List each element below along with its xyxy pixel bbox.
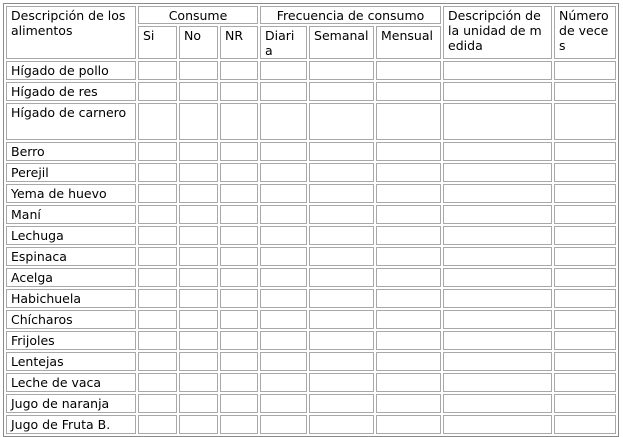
freq-weekly-cell[interactable] — [309, 61, 374, 80]
freq-monthly-cell[interactable] — [376, 205, 441, 224]
table-row — [6, 352, 616, 371]
food-frequency-table-container — [3, 3, 619, 437]
freq-monthly-cell[interactable] — [376, 268, 441, 287]
freq-weekly-cell[interactable] — [309, 247, 374, 266]
food-name-cell: Maní — [6, 205, 136, 224]
food-name-cell: Chícharos — [6, 310, 136, 329]
consume-nr-cell[interactable] — [220, 247, 258, 266]
times-cell[interactable] — [554, 163, 616, 182]
unit-cell[interactable] — [443, 226, 552, 245]
unit-cell[interactable] — [443, 247, 552, 266]
freq-monthly-cell[interactable] — [376, 352, 441, 371]
freq-monthly-cell[interactable] — [376, 394, 441, 413]
times-cell[interactable] — [554, 373, 616, 392]
consume-si-cell[interactable] — [138, 205, 177, 224]
table-row — [6, 205, 616, 224]
unit-cell[interactable] — [443, 163, 552, 182]
consume-no-cell[interactable] — [179, 61, 218, 80]
consume-nr-cell[interactable] — [220, 184, 258, 203]
freq-monthly-cell[interactable] — [376, 82, 441, 101]
freq-daily-cell[interactable] — [260, 415, 307, 434]
freq-monthly-cell[interactable] — [376, 184, 441, 203]
times-cell[interactable] — [554, 331, 616, 350]
freq-daily-cell[interactable] — [260, 205, 307, 224]
table-row — [6, 142, 616, 161]
freq-weekly-cell[interactable] — [309, 415, 374, 434]
food-name-cell: Hígado de carnero — [6, 103, 136, 140]
freq-monthly-cell[interactable] — [376, 163, 441, 182]
consume-no-cell[interactable] — [179, 352, 218, 371]
freq-daily-cell[interactable] — [260, 310, 307, 329]
freq-weekly-cell[interactable] — [309, 163, 374, 182]
freq-weekly-cell[interactable] — [309, 142, 374, 161]
times-cell[interactable] — [554, 415, 616, 434]
food-name-cell: Lentejas — [6, 352, 136, 371]
consume-si-cell[interactable] — [138, 394, 177, 413]
times-cell[interactable] — [554, 394, 616, 413]
unit-cell[interactable] — [443, 394, 552, 413]
consume-nr-cell[interactable] — [220, 373, 258, 392]
table-row — [6, 373, 616, 392]
food-name-cell: Berro — [6, 142, 136, 161]
times-cell[interactable] — [554, 289, 616, 308]
freq-weekly-cell[interactable] — [309, 103, 374, 140]
header-freq-daily: Diaria — [260, 26, 307, 59]
food-name-cell: Perejil — [6, 163, 136, 182]
table-row — [6, 103, 616, 140]
table-row — [6, 331, 616, 350]
consume-nr-cell[interactable] — [220, 268, 258, 287]
consume-nr-cell[interactable] — [220, 226, 258, 245]
food-name-cell: Hígado de pollo — [6, 61, 136, 80]
unit-cell[interactable] — [443, 205, 552, 224]
times-cell[interactable] — [554, 310, 616, 329]
header-consume-no: No — [179, 26, 218, 59]
freq-monthly-cell[interactable] — [376, 415, 441, 434]
consume-no-cell[interactable] — [179, 184, 218, 203]
consume-si-cell[interactable] — [138, 373, 177, 392]
consume-si-cell[interactable] — [138, 289, 177, 308]
unit-cell[interactable] — [443, 61, 552, 80]
consume-si-cell[interactable] — [138, 103, 177, 140]
consume-no-cell[interactable] — [179, 205, 218, 224]
table-row — [6, 268, 616, 287]
times-cell[interactable] — [554, 268, 616, 287]
consume-no-cell[interactable] — [179, 142, 218, 161]
consume-nr-cell[interactable] — [220, 331, 258, 350]
food-name-cell: Leche de vaca — [6, 373, 136, 392]
freq-weekly-cell[interactable] — [309, 205, 374, 224]
unit-cell[interactable] — [443, 331, 552, 350]
times-cell[interactable] — [554, 352, 616, 371]
freq-weekly-cell[interactable] — [309, 331, 374, 350]
consume-si-cell[interactable] — [138, 82, 177, 101]
unit-cell[interactable] — [443, 373, 552, 392]
times-cell[interactable] — [554, 142, 616, 161]
freq-daily-cell[interactable] — [260, 373, 307, 392]
times-cell[interactable] — [554, 61, 616, 80]
consume-no-cell[interactable] — [179, 394, 218, 413]
freq-daily-cell[interactable] — [260, 289, 307, 308]
freq-monthly-cell[interactable] — [376, 103, 441, 140]
consume-no-cell[interactable] — [179, 373, 218, 392]
consume-no-cell[interactable] — [179, 247, 218, 266]
freq-daily-cell[interactable] — [260, 394, 307, 413]
times-cell[interactable] — [554, 205, 616, 224]
freq-weekly-cell[interactable] — [309, 394, 374, 413]
consume-si-cell[interactable] — [138, 310, 177, 329]
freq-daily-cell[interactable] — [260, 226, 307, 245]
freq-daily-cell[interactable] — [260, 142, 307, 161]
food-name-cell: Jugo de naranja — [6, 394, 136, 413]
table-row — [6, 184, 616, 203]
unit-cell[interactable] — [443, 268, 552, 287]
unit-cell[interactable] — [443, 82, 552, 101]
freq-monthly-cell[interactable] — [376, 247, 441, 266]
times-cell[interactable] — [554, 226, 616, 245]
consume-nr-cell[interactable] — [220, 205, 258, 224]
consume-no-cell[interactable] — [179, 331, 218, 350]
consume-nr-cell[interactable] — [220, 142, 258, 161]
consume-si-cell[interactable] — [138, 142, 177, 161]
header-consume: Consume — [138, 6, 258, 24]
freq-monthly-cell[interactable] — [376, 310, 441, 329]
consume-si-cell[interactable] — [138, 226, 177, 245]
food-name-cell: Jugo de Fruta B. — [6, 415, 136, 434]
consume-nr-cell[interactable] — [220, 82, 258, 101]
freq-daily-cell[interactable] — [260, 163, 307, 182]
times-cell[interactable] — [554, 82, 616, 101]
header-unit: Descripción de la unidad de medida — [443, 6, 552, 59]
table-row — [6, 415, 616, 434]
freq-weekly-cell[interactable] — [309, 289, 374, 308]
consume-nr-cell[interactable] — [220, 415, 258, 434]
consume-si-cell[interactable] — [138, 163, 177, 182]
freq-weekly-cell[interactable] — [309, 352, 374, 371]
header-freq-weekly: Semanal — [309, 26, 374, 59]
header-consume-si: Si — [138, 26, 177, 59]
table-row — [6, 226, 616, 245]
consume-nr-cell[interactable] — [220, 310, 258, 329]
consume-si-cell[interactable] — [138, 268, 177, 287]
consume-no-cell[interactable] — [179, 163, 218, 182]
table-body — [6, 61, 616, 434]
consume-no-cell[interactable] — [179, 268, 218, 287]
table-row — [6, 247, 616, 266]
freq-weekly-cell[interactable] — [309, 268, 374, 287]
food-name-cell: Yema de huevo — [6, 184, 136, 203]
consume-no-cell[interactable] — [179, 82, 218, 101]
freq-weekly-cell[interactable] — [309, 184, 374, 203]
consume-nr-cell[interactable] — [220, 289, 258, 308]
consume-nr-cell[interactable] — [220, 394, 258, 413]
times-cell[interactable] — [554, 103, 616, 140]
unit-cell[interactable] — [443, 415, 552, 434]
consume-no-cell[interactable] — [179, 103, 218, 140]
freq-daily-cell[interactable] — [260, 61, 307, 80]
header-times: Número de veces — [554, 6, 616, 59]
freq-weekly-cell[interactable] — [309, 226, 374, 245]
table-row — [6, 289, 616, 308]
consume-nr-cell[interactable] — [220, 61, 258, 80]
freq-weekly-cell[interactable] — [309, 82, 374, 101]
consume-no-cell[interactable] — [179, 289, 218, 308]
consume-nr-cell[interactable] — [220, 103, 258, 140]
consume-nr-cell[interactable] — [220, 163, 258, 182]
unit-cell[interactable] — [443, 310, 552, 329]
table-row — [6, 61, 616, 80]
consume-si-cell[interactable] — [138, 61, 177, 80]
header-foods: Descripción de los alimentos — [6, 6, 136, 59]
food-name-cell: Lechuga — [6, 226, 136, 245]
freq-daily-cell[interactable] — [260, 268, 307, 287]
freq-daily-cell[interactable] — [260, 82, 307, 101]
freq-monthly-cell[interactable] — [376, 61, 441, 80]
header-consume-nr: NR — [220, 26, 258, 59]
table-row — [6, 310, 616, 329]
table-row — [6, 82, 616, 101]
consume-si-cell[interactable] — [138, 352, 177, 371]
table-row — [6, 394, 616, 413]
freq-monthly-cell[interactable] — [376, 331, 441, 350]
unit-cell[interactable] — [443, 142, 552, 161]
freq-monthly-cell[interactable] — [376, 289, 441, 308]
header-row-top — [6, 6, 616, 24]
unit-cell[interactable] — [443, 352, 552, 371]
times-cell[interactable] — [554, 184, 616, 203]
freq-weekly-cell[interactable] — [309, 310, 374, 329]
food-name-cell: Espinaca — [6, 247, 136, 266]
header-frequency: Frecuencia de consumo — [260, 6, 441, 24]
consume-no-cell[interactable] — [179, 415, 218, 434]
freq-daily-cell[interactable] — [260, 184, 307, 203]
unit-cell[interactable] — [443, 103, 552, 140]
table-row — [6, 163, 616, 182]
food-name-cell: Frijoles — [6, 331, 136, 350]
consume-si-cell[interactable] — [138, 331, 177, 350]
freq-daily-cell[interactable] — [260, 331, 307, 350]
freq-daily-cell[interactable] — [260, 247, 307, 266]
consume-si-cell[interactable] — [138, 247, 177, 266]
food-name-cell: Habichuela — [6, 289, 136, 308]
food-frequency-table — [3, 3, 619, 437]
food-name-cell: Hígado de res — [6, 82, 136, 101]
consume-si-cell[interactable] — [138, 415, 177, 434]
food-name-cell: Acelga — [6, 268, 136, 287]
freq-daily-cell[interactable] — [260, 103, 307, 140]
times-cell[interactable] — [554, 247, 616, 266]
freq-monthly-cell[interactable] — [376, 142, 441, 161]
consume-si-cell[interactable] — [138, 184, 177, 203]
consume-nr-cell[interactable] — [220, 352, 258, 371]
consume-no-cell[interactable] — [179, 310, 218, 329]
header-freq-monthly: Mensual — [376, 26, 441, 59]
freq-monthly-cell[interactable] — [376, 373, 441, 392]
unit-cell[interactable] — [443, 289, 552, 308]
freq-monthly-cell[interactable] — [376, 226, 441, 245]
consume-no-cell[interactable] — [179, 226, 218, 245]
freq-weekly-cell[interactable] — [309, 373, 374, 392]
unit-cell[interactable] — [443, 184, 552, 203]
freq-daily-cell[interactable] — [260, 352, 307, 371]
